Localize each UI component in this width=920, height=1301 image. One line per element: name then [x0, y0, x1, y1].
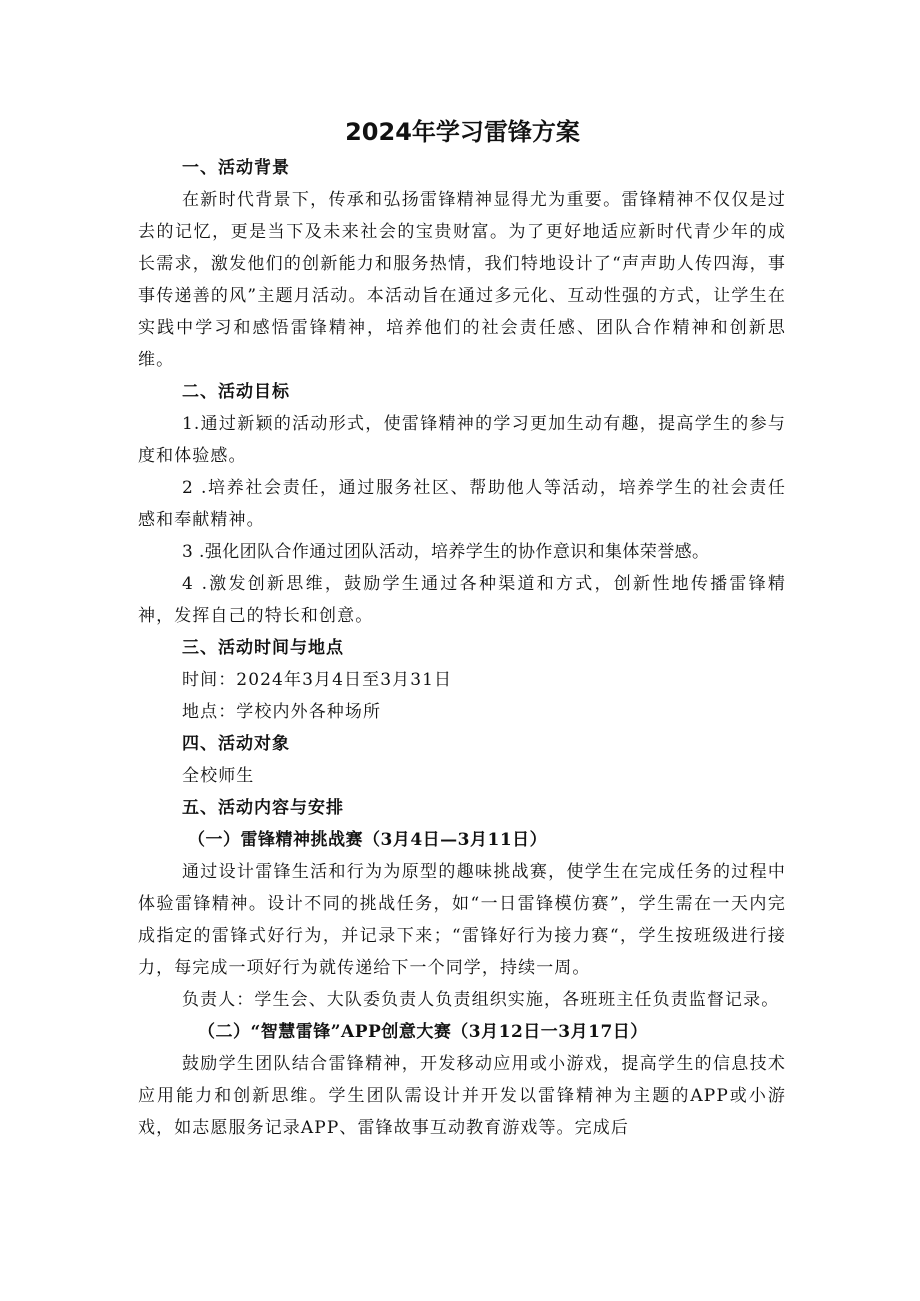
section-heading-audience: 四、活动对象 [182, 734, 290, 754]
section-heading-content: 五、活动内容与安排 [182, 798, 344, 818]
section-heading-goals: 二、活动目标 [182, 382, 290, 402]
goal-item-4: 4 .激发创新思维，鼓励学生通过各种渠道和方式，创新性地传播雷锋精神，发挥自己的特长和创意。 [138, 574, 786, 626]
section-heading-time-place: 三、活动时间与地点 [182, 638, 344, 658]
challenge-owner: 负责人：学生会、大队委负责人负责组织实施，各班班主任负责监督记录。 [182, 990, 780, 1010]
audience-text: 全校师生 [182, 766, 255, 786]
document-page [138, 112, 786, 1144]
activity-time: 时间：2024年3月4日至3月31日 [182, 670, 453, 690]
goal-item-2: 2 .培养社会责任，通过服务社区、帮助他人等活动，培养学生的社会责任感和奉献精神。 [138, 478, 786, 530]
challenge-paragraph: 通过设计雷锋生活和行为为原型的趣味挑战赛，使学生在完成任务的过程中体验雷锋精神。设计不同的挑战任务，如“一日雷锋模仿赛”，学生需在一天内完成指定的雷锋式好行为，并记录下来；“雷锋好行为接力赛“，学生按班级进行接力，每完成一项好行为就传递给下一个同学，持续一周。 [138, 862, 786, 978]
goal-item-1: 1.通过新颖的活动形式，使雷锋精神的学习更加生动有趣，提高学生的参与度和体验感。 [138, 414, 786, 466]
subsection-heading-app-contest: （二）“智慧雷锋”APP创意大赛（3月12日一3月17日） [198, 1022, 648, 1042]
background-paragraph: 在新时代背景下，传承和弘扬雷锋精神显得尤为重要。雷锋精神不仅仅是过去的记忆，更是当下及未来社会的宝贵财富。为了更好地适应新时代青少年的成长需求，激发他们的创新能力和服务热情，我们特地设计了“声声助人传四海，事事传递善的风”主题月活动。本活动旨在通过多元化、互动性强的方式，让学生在实践中学习和感悟雷锋精神，培养他们的社会责任感、团队合作精神和创新思维。 [138, 190, 786, 370]
subsection-heading-challenge: （一）雷锋精神挑战赛（3月4日—3月11日） [188, 830, 548, 850]
document-title: 2024年学习雷锋方案 [345, 118, 580, 146]
goal-item-3: 3 .强化团队合作通过团队活动，培养学生的协作意识和集体荣誉感。 [182, 542, 710, 562]
app-contest-paragraph: 鼓励学生团队结合雷锋精神，开发移动应用或小游戏，提高学生的信息技术应用能力和创新思维。学生团队需设计并开发以雷锋精神为主题的APP或小游戏，如志愿服务记录APP、雷锋故事互动教育游戏等。完成后 [138, 1054, 786, 1138]
section-heading-background: 一、活动背景 [182, 158, 290, 178]
activity-place: 地点：学校内外各种场所 [182, 702, 382, 722]
